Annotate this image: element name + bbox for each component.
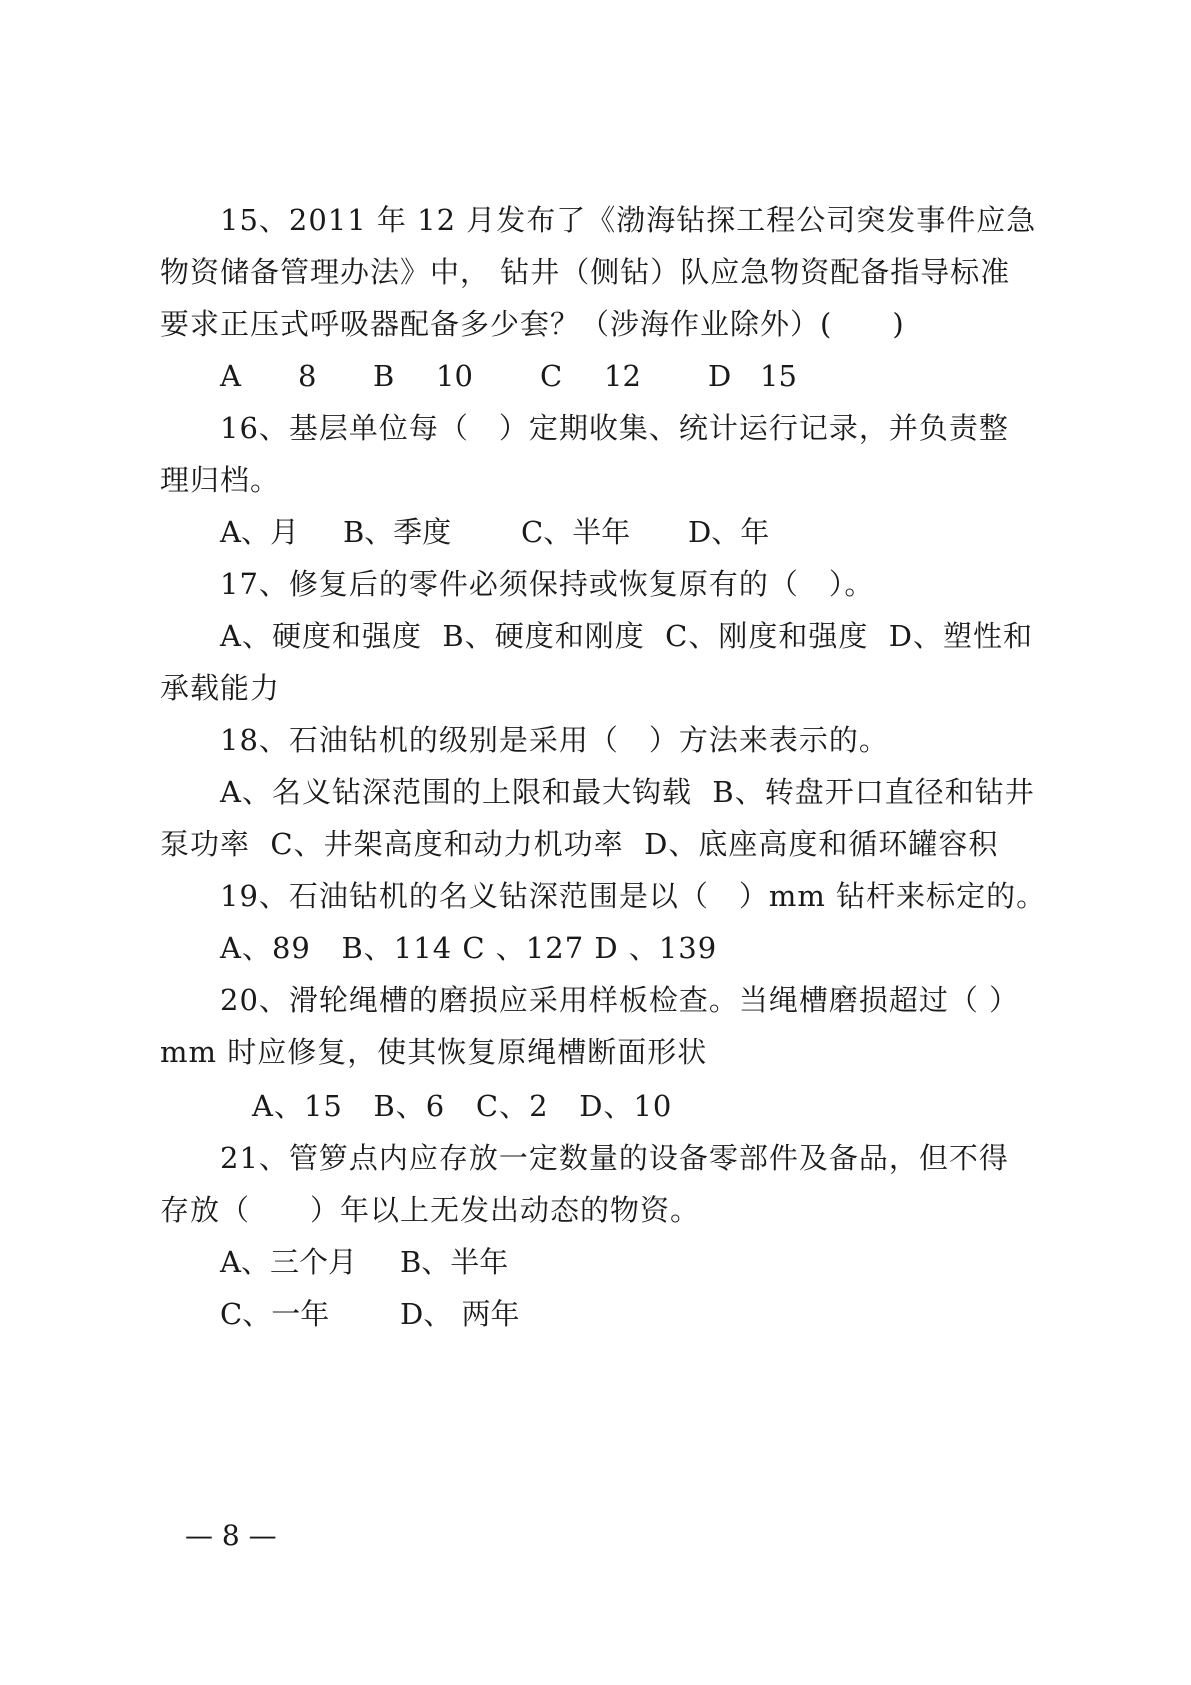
option-b-value: 10 — [436, 359, 473, 393]
option-a: A、月 — [220, 515, 299, 549]
question-18-options-line-1: A、名义钻深范围的上限和最大钩载 B、转盘开口直径和钻井 — [220, 775, 1035, 809]
option-c-value: 12 — [604, 359, 641, 393]
question-20-line-1: 20、滑轮绳槽的磨损应采用样板检查。当绳槽磨损超过（ ） — [220, 983, 1020, 1017]
option-a-label: A — [220, 359, 241, 393]
question-15-line-3: 要求正压式呼吸器配备多少套？（涉海作业除外）( ) — [160, 307, 905, 341]
option-a-value: 8 — [298, 359, 317, 393]
question-19-options-line-1: A、89 B、114 C 、127 D 、139 — [220, 931, 718, 965]
option-d: D、年 — [688, 515, 770, 549]
question-18-options-line-2: 泵功率 C、井架高度和动力机功率 D、底座高度和循环罐容积 — [160, 827, 999, 861]
option-d-label: D — [708, 359, 732, 393]
option-c-label: C — [540, 359, 563, 393]
question-19-line-1: 19、石油钻机的名义钻深范围是以（ ）mm 钻杆来标定的。 — [220, 879, 1047, 913]
page-number: — 8 — — [185, 1519, 277, 1552]
question-17-options-line-1: A、硬度和强度 B、硬度和刚度 C、刚度和强度 D、塑性和 — [220, 619, 1034, 653]
option-b: B、季度 — [343, 515, 452, 549]
question-16-line-2: 理归档。 — [160, 463, 281, 497]
question-21-line-1: 21、管箩点内应存放一定数量的设备零部件及备品，但不得 — [220, 1141, 1009, 1175]
question-17-options-line-2: 承载能力 — [160, 671, 281, 705]
option-d: D、 两年 — [400, 1297, 520, 1331]
question-16-line-1: 16、基层单位每（ ）定期收集、统计运行记录，并负责整 — [220, 411, 1009, 445]
option-c: C、半年 — [521, 515, 631, 549]
question-15-line-1: 15、2011 年 12 月发布了《渤海钻探工程公司突发事件应急 — [220, 203, 1037, 237]
option-b: B、半年 — [400, 1245, 509, 1279]
option-a: A、三个月 — [220, 1245, 357, 1279]
question-20-options-line-1: A、15 B、6 C、2 D、10 — [252, 1089, 673, 1123]
option-b-label: B — [373, 359, 395, 393]
option-c: C、一年 — [220, 1297, 330, 1331]
option-d-value: 15 — [760, 359, 797, 393]
question-17-line-1: 17、修复后的零件必须保持或恢复原有的（ ）。 — [220, 567, 875, 601]
question-18-line-1: 18、石油钻机的级别是采用（ ）方法来表示的。 — [220, 723, 889, 757]
question-21-line-2: 存放（ ）年以上无发出动态的物资。 — [160, 1193, 701, 1227]
question-15-line-2: 物资储备管理办法》中， 钻井（侧钻）队应急物资配备指导标准 — [160, 255, 1011, 289]
question-20-line-2: mm 时应修复，使其恢复原绳槽断面形状 — [160, 1035, 708, 1069]
